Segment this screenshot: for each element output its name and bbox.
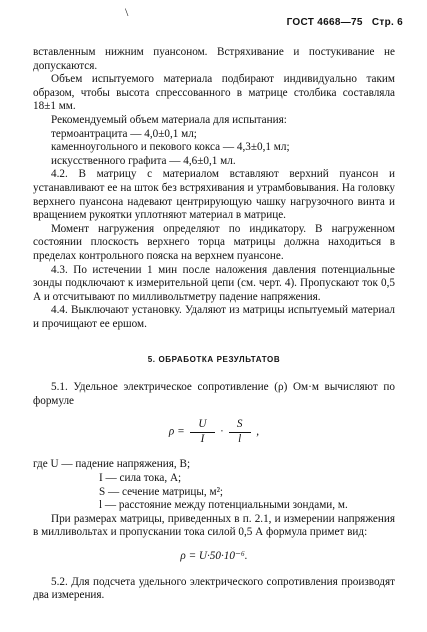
fraction-denominator: I xyxy=(200,432,205,445)
definition-row: S — сечение матрицы, м²; xyxy=(99,485,224,498)
margin-mark: \ xyxy=(125,5,129,19)
list-item: каменноугольного и пекового кокса — 4,3±0,1 мл; xyxy=(51,141,290,154)
formula-simplified: ρ = U·50·10⁻⁶. xyxy=(180,550,248,562)
definition-row: l — расстояние между потенциальными зондами, м. xyxy=(99,499,348,512)
paragraph-5-2: 5.2. Для подсчета удельного электрического сопротивления производят два измерения. xyxy=(33,575,395,602)
section-title: 5. ОБРАБОТКА РЕЗУЛЬТАТОВ xyxy=(147,355,281,365)
variable-definitions xyxy=(33,458,395,512)
page-header xyxy=(287,16,403,30)
list-item: искусственного графита — 4,6±0,1 мл. xyxy=(51,154,236,167)
formula-lhs: ρ = xyxy=(168,425,185,438)
paragraph-continuation: вставленным нижним пуансоном. Встряхивание и постукивание не допускаются. xyxy=(33,46,395,72)
fraction-u-over-i xyxy=(190,418,214,446)
fraction-numerator: S xyxy=(229,418,251,433)
definition-row: где U — падение напряжения, В; xyxy=(33,458,191,471)
page-number: Стр. 6 xyxy=(371,17,403,28)
paragraph-4-2: 4.2. В матрицу с материалом вставляют верхний пуансон и устанавливают ее на шток без встряхивания и утрамбовывания. На головку верхнего пуансона надевают центрирующую чашку нагрузочного винта и вращением рукоятки уплотняют материал в матрице. xyxy=(33,168,395,222)
fraction-s-over-l xyxy=(229,418,251,446)
document-body xyxy=(33,46,395,603)
fraction-numerator: U xyxy=(190,418,214,433)
list-item: термоантрацита — 4,0±0,1 мл; xyxy=(51,127,197,140)
formula-tail: , xyxy=(256,425,260,438)
paragraph-sample-volume: Объем испытуемого материала подбирают индивидуально таким образом, чтобы высота спрессованного в матрице столбика составляла 18±1 мм. xyxy=(33,73,395,113)
paragraph-recommended-volume: Рекомендуемый объем материала для испытания: xyxy=(51,113,287,126)
paragraph-loading: Момент нагружения определяют по индикатору. В нагруженном состоянии плоскость верхнего торца матрицы должна находиться в пределах контрольного пояска на верхнем пуансоне. xyxy=(33,222,395,262)
fraction-denominator: l xyxy=(238,432,242,445)
paragraph-4-3: 4.3. По истечении 1 мин после наложения давления потенциальные зонды подключают к измерительной цепи (см. черт. 4). Пропускают ток 0,5 А и отсчитывают по милливольтметру падение напряжения. xyxy=(33,263,395,303)
standard-number: ГОСТ 4668—75 xyxy=(286,17,363,28)
paragraph-5-1: 5.1. Удельное электрическое сопротивление (ρ) Ом·м вычисляют по формуле xyxy=(33,381,395,407)
paragraph-matrix-sizes: При размерах матрицы, приведенных в п. 2.1, и измерении напряжения в милливольтах и пропускании тока силой 0,5 А формула примет вид: xyxy=(33,512,395,539)
definition-row: I — сила тока, А; xyxy=(99,472,182,485)
paragraph-4-4: 4.4. Выключают установку. Удаляют из матрицы испытуемый материал и прочищают ее ершом. xyxy=(33,304,395,330)
formula-resistivity xyxy=(33,418,395,446)
formula-dot: · xyxy=(220,425,224,438)
